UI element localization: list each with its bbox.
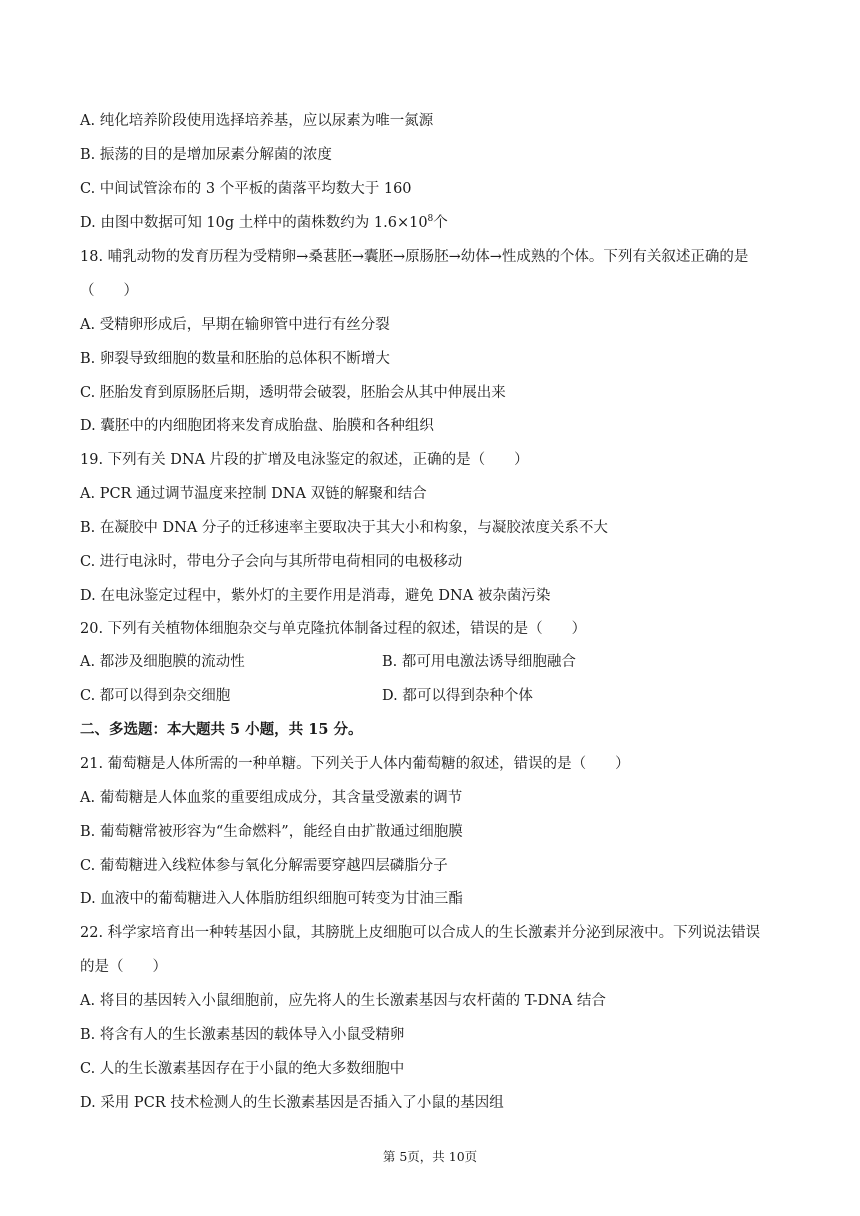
q20-option-d: D. 都可以得到杂种个体 — [382, 688, 533, 704]
q18-stem-line2: （ ） — [80, 283, 138, 299]
q19-option-b: B. 在凝胶中 DNA 分子的迁移速率主要取决于其大小和构象，与凝胶浓度关系不大 — [80, 520, 608, 536]
q17-option-c: C. 中间试管涂布的 3 个平板的菌落平均数大于 160 — [80, 181, 412, 197]
q21-option-b: B. 葡萄糖常被形容为“生命燃料”，能经自由扩散通过细胞膜 — [80, 824, 463, 840]
q17-option-d-text: D. 由图中数据可知 10g 土样中的菌株数约为 1.6×10 — [80, 215, 428, 231]
q19-option-d: D. 在电泳鉴定过程中，紫外灯的主要作用是消毒，避免 DNA 被杂菌污染 — [80, 588, 551, 604]
section-title-multiple-choice: 二、多选题：本大题共 5 小题，共 15 分。 — [80, 721, 363, 738]
q17-option-a: A. 纯化培养阶段使用选择培养基，应以尿素为唯一氮源 — [80, 113, 434, 129]
q21-option-a: A. 葡萄糖是人体血浆的重要组成成分，其含量受激素的调节 — [80, 790, 463, 806]
q22-option-d: D. 采用 PCR 技术检测人的生长激素基因是否插入了小鼠的基因组 — [80, 1095, 504, 1111]
q22-stem-line1: 22. 科学家培育出一种转基因小鼠，其膀胱上皮细胞可以合成人的生长激素并分泌到尿液中。下列说法错误 — [80, 925, 761, 941]
q21-option-d: D. 血液中的葡萄糖进入人体脂肪组织细胞可转变为甘油三酯 — [80, 891, 463, 907]
q18-option-a: A. 受精卵形成后，早期在输卵管中进行有丝分裂 — [80, 317, 390, 333]
q22-option-b: B. 将含有人的生长激素基因的载体导入小鼠受精卵 — [80, 1027, 405, 1043]
q20-stem: 20. 下列有关植物体细胞杂交与单克隆抗体制备过程的叙述，错误的是（ ） — [80, 621, 587, 637]
q18-option-d: D. 囊胚中的内细胞团将来发育成胎盘、胎膜和各种组织 — [80, 418, 434, 434]
q20-option-a: A. 都涉及细胞膜的流动性 — [80, 654, 245, 670]
page-footer: 第 5页，共 10页 — [382, 1149, 478, 1164]
q22-option-a: A. 将目的基因转入小鼠细胞前，应先将人的生长激素基因与农杆菌的 T-DNA 结合 — [80, 993, 606, 1009]
q22-stem-line2: 的是（ ） — [80, 959, 167, 975]
q17-option-d-suffix: 个 — [433, 215, 448, 231]
q19-option-c: C. 进行电泳时，带电分子会向与其所带电荷相同的电极移动 — [80, 554, 463, 570]
q18-stem-line1: 18. 哺乳动物的发育历程为受精卵→桑葚胚→囊胚→原肠胚→幼体→性成熟的个体。下列有关叙述正确的是 — [80, 249, 749, 265]
q17-option-d-exponent: 8 — [427, 214, 434, 225]
q21-stem: 21. 葡萄糖是人体所需的一种单糖。下列关于人体内葡萄糖的叙述，错误的是（ ） — [80, 756, 630, 772]
q17-option-d — [80, 213, 448, 233]
q17-option-b: B. 振荡的目的是增加尿素分解菌的浓度 — [80, 147, 332, 163]
q22-option-c: C. 人的生长激素基因存在于小鼠的绝大多数细胞中 — [80, 1061, 405, 1077]
q20-option-c: C. 都可以得到杂交细胞 — [80, 688, 231, 704]
q18-option-c: C. 胚胎发育到原肠胚后期，透明带会破裂，胚胎会从其中伸展出来 — [80, 385, 506, 401]
q20-option-b: B. 都可用电激法诱导细胞融合 — [382, 654, 576, 670]
q19-stem: 19. 下列有关 DNA 片段的扩增及电泳鉴定的叙述，正确的是（ ） — [80, 452, 529, 468]
q21-option-c: C. 葡萄糖进入线粒体参与氧化分解需要穿越四层磷脂分子 — [80, 858, 448, 874]
q18-option-b: B. 卵裂导致细胞的数量和胚胎的总体积不断增大 — [80, 351, 390, 367]
q19-option-a: A. PCR 通过调节温度来控制 DNA 双链的解聚和结合 — [80, 486, 427, 502]
